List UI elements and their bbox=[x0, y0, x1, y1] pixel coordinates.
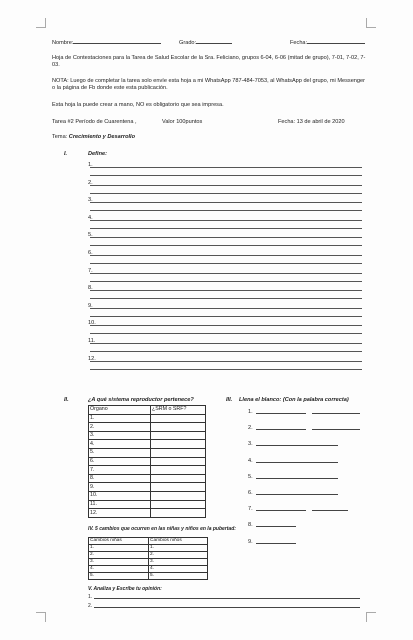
topic-value: Crecimiento y Desarrollo bbox=[68, 134, 136, 140]
fill-blank-number: 5. bbox=[248, 473, 253, 480]
definition-number: 4. bbox=[88, 214, 93, 221]
section4-title: 5 cambios que ocurren en las niñas y niños en la pubertad: bbox=[95, 526, 236, 532]
fill-blank-line[interactable] bbox=[256, 462, 338, 463]
boys-change-cell[interactable]: 2. bbox=[149, 552, 208, 559]
task-date: Fecha: 13 de abril de 2020 bbox=[278, 119, 345, 125]
crop-mark-bottom-left bbox=[36, 612, 46, 622]
organ-cell[interactable]: 4. bbox=[89, 440, 151, 449]
table-row bbox=[89, 423, 206, 432]
opinion-line[interactable] bbox=[94, 598, 360, 599]
section1-title: Define: bbox=[88, 151, 107, 157]
definition-line[interactable] bbox=[90, 193, 362, 194]
system-cell[interactable] bbox=[151, 474, 206, 483]
definition-line[interactable] bbox=[90, 273, 362, 274]
definition-line[interactable] bbox=[90, 308, 362, 309]
section1-numeral: I. bbox=[64, 151, 68, 157]
fill-blank-number: 9. bbox=[248, 538, 253, 545]
fill-blank-number: 1. bbox=[248, 409, 253, 415]
girls-change-cell[interactable]: 3. bbox=[89, 559, 149, 566]
section3-numeral: III. bbox=[226, 397, 233, 403]
system-cell[interactable] bbox=[151, 509, 206, 518]
organ-column-header: Organo bbox=[89, 406, 151, 415]
table-row bbox=[89, 552, 208, 559]
table-row bbox=[89, 491, 206, 500]
organ-cell[interactable]: 6. bbox=[89, 457, 151, 466]
table-row bbox=[89, 474, 206, 483]
boys-column-header: Cambios niños bbox=[149, 538, 208, 545]
table-row bbox=[89, 466, 206, 475]
handwrite-note: Esta hoja la puede crear a mano, NO es obligatorio que sea impresa. bbox=[52, 102, 224, 108]
system-column-header: ¿SRM o SRF? bbox=[151, 406, 206, 415]
organ-cell[interactable]: 1. bbox=[89, 414, 151, 423]
definition-number: 2. bbox=[88, 179, 93, 186]
table-row bbox=[89, 457, 206, 466]
system-cell[interactable] bbox=[151, 491, 206, 500]
definition-number: 6. bbox=[88, 250, 93, 256]
definition-line[interactable] bbox=[90, 245, 362, 246]
definition-line[interactable] bbox=[90, 210, 362, 211]
task-title: Tarea #2 Período de Cuarentena , bbox=[52, 119, 137, 125]
definition-line[interactable] bbox=[90, 167, 362, 168]
system-cell[interactable] bbox=[151, 448, 206, 457]
date-label: Fecha: bbox=[290, 40, 308, 46]
system-cell[interactable] bbox=[151, 414, 206, 423]
girls-change-cell[interactable]: 5. bbox=[89, 573, 149, 580]
fill-blank-line[interactable] bbox=[312, 413, 360, 414]
definition-line[interactable] bbox=[90, 185, 362, 186]
system-cell[interactable] bbox=[151, 483, 206, 492]
fill-blank-number: 4. bbox=[248, 457, 253, 464]
girls-column-header: Cambios niñas bbox=[89, 538, 149, 545]
puberty-changes-table bbox=[88, 537, 208, 580]
definition-line[interactable] bbox=[90, 361, 362, 362]
definition-line[interactable] bbox=[90, 202, 362, 203]
section3-title: Llena el blanco: (Con la palabra correcta) bbox=[239, 397, 349, 403]
fill-blank-line[interactable] bbox=[256, 429, 306, 430]
organ-cell[interactable]: 11. bbox=[89, 500, 151, 509]
definition-number: 8. bbox=[88, 285, 93, 292]
definition-line[interactable] bbox=[90, 237, 362, 238]
topic bbox=[52, 134, 135, 141]
organ-cell[interactable]: 8. bbox=[89, 474, 151, 483]
definition-line[interactable] bbox=[90, 220, 362, 221]
table-row bbox=[89, 440, 206, 449]
definition-number: 10. bbox=[88, 320, 96, 327]
table-row bbox=[89, 559, 208, 566]
table-header-row bbox=[89, 538, 208, 545]
table-row bbox=[89, 431, 206, 440]
fill-blank-number: 7. bbox=[248, 506, 253, 513]
fill-blank-number: 2. bbox=[248, 425, 253, 432]
definition-line[interactable] bbox=[90, 316, 362, 317]
crop-mark-top-left bbox=[36, 18, 46, 28]
table-row bbox=[89, 545, 208, 552]
fill-blank-line[interactable] bbox=[256, 543, 296, 544]
definition-line[interactable] bbox=[90, 263, 362, 264]
boys-change-cell[interactable]: 3. bbox=[149, 559, 208, 566]
system-cell[interactable] bbox=[151, 500, 206, 509]
reproductive-system-table bbox=[88, 405, 206, 518]
organ-cell[interactable]: 3. bbox=[89, 431, 151, 440]
system-cell[interactable] bbox=[151, 466, 206, 475]
organ-cell[interactable]: 12. bbox=[89, 509, 151, 518]
definition-number: 3. bbox=[88, 197, 93, 204]
definition-number: 7. bbox=[88, 267, 93, 274]
system-cell[interactable] bbox=[151, 431, 206, 440]
table-row bbox=[89, 573, 208, 580]
fill-blank-line[interactable] bbox=[256, 494, 338, 495]
definition-number: 11. bbox=[88, 338, 96, 344]
section5-numeral: V. bbox=[88, 586, 93, 592]
definition-number: 1. bbox=[88, 162, 93, 168]
date-field bbox=[290, 39, 365, 47]
definition-number: 9. bbox=[88, 302, 93, 309]
definition-number: 12. bbox=[88, 355, 96, 362]
boys-change-cell[interactable]: 5. bbox=[149, 573, 208, 580]
organ-cell[interactable]: 7. bbox=[89, 466, 151, 475]
name-blank[interactable] bbox=[73, 39, 161, 44]
topic-label: Tema: bbox=[52, 134, 68, 140]
table-row bbox=[89, 448, 206, 457]
definition-number: 5. bbox=[88, 232, 93, 239]
grade-label: Grado: bbox=[179, 40, 197, 46]
task-value: Valor 100puntos bbox=[162, 119, 203, 125]
note-text: NOTA: Luego de completar la tarea solo envíe esta hoja a mi WhatsApp 787-484-7053, al WhatsApp del grupo, mi Messenger o la página de Fb donde este esta publicación. bbox=[52, 78, 366, 91]
girls-change-cell[interactable]: 2. bbox=[89, 552, 149, 559]
definition-line[interactable] bbox=[90, 325, 362, 326]
organ-cell[interactable]: 10. bbox=[89, 491, 151, 500]
name-label: Nombre: bbox=[52, 40, 74, 46]
system-cell[interactable] bbox=[151, 423, 206, 432]
definition-line[interactable] bbox=[90, 333, 362, 334]
crop-mark-top-right bbox=[366, 18, 376, 28]
grade-field bbox=[179, 39, 232, 47]
definition-line[interactable] bbox=[90, 175, 362, 176]
definition-line[interactable] bbox=[90, 290, 362, 291]
definition-line[interactable] bbox=[90, 369, 362, 370]
definition-line[interactable] bbox=[90, 255, 362, 256]
fill-blank-line[interactable] bbox=[256, 413, 306, 414]
section4-heading bbox=[88, 526, 236, 532]
section5-heading bbox=[88, 586, 162, 592]
fill-blank-line[interactable] bbox=[256, 526, 296, 527]
table-row bbox=[89, 509, 206, 518]
section4-numeral: IV. bbox=[88, 526, 94, 532]
organ-cell[interactable]: 9. bbox=[89, 483, 151, 492]
girls-change-cell[interactable]: 1. bbox=[89, 545, 149, 552]
opinion-number: 1. bbox=[88, 594, 93, 600]
definition-line[interactable] bbox=[90, 343, 362, 344]
girls-change-cell[interactable]: 4. bbox=[89, 566, 149, 573]
intro-text: Hoja de Contestaciones para la Tarea de Salud Escolar de la Sra. Feliciano, grupos 6-04, 6-06 (mitad de grupo), 7-01, 7-02, 7-03. bbox=[52, 55, 366, 68]
definition-line[interactable] bbox=[90, 281, 362, 282]
section5-title: Analiza y Escribe tu opinión: bbox=[93, 586, 162, 592]
date-blank[interactable] bbox=[307, 39, 365, 44]
boys-change-cell[interactable]: 4. bbox=[149, 566, 208, 573]
section2-title: ¿A qué sistema reproductor pertenece? bbox=[88, 397, 194, 403]
table-header-row bbox=[89, 406, 206, 415]
table-row bbox=[89, 414, 206, 423]
crop-mark-bottom-right bbox=[366, 612, 376, 622]
fill-blank-number: 3. bbox=[248, 441, 253, 448]
section2-numeral: II. bbox=[64, 397, 69, 403]
opinion-number: 2. bbox=[88, 603, 93, 609]
table-row bbox=[89, 483, 206, 492]
organ-cell[interactable]: 2. bbox=[89, 423, 151, 432]
table-row bbox=[89, 500, 206, 509]
name-field bbox=[52, 39, 161, 47]
system-cell[interactable] bbox=[151, 440, 206, 449]
definition-line[interactable] bbox=[90, 228, 362, 229]
grade-blank[interactable] bbox=[196, 39, 232, 44]
fill-blank-line[interactable] bbox=[256, 445, 338, 446]
fill-blank-number: 8. bbox=[248, 522, 253, 529]
fill-blank-number: 6. bbox=[248, 490, 253, 496]
definition-line[interactable] bbox=[90, 351, 362, 352]
fill-blank-line[interactable] bbox=[256, 478, 338, 479]
fill-blank-line[interactable] bbox=[312, 510, 348, 511]
organ-cell[interactable]: 5. bbox=[89, 448, 151, 457]
system-cell[interactable] bbox=[151, 457, 206, 466]
definition-line[interactable] bbox=[90, 298, 362, 299]
opinion-line[interactable] bbox=[94, 607, 360, 608]
boys-change-cell[interactable]: 1. bbox=[149, 545, 208, 552]
fill-blank-line[interactable] bbox=[256, 510, 306, 511]
fill-blank-line[interactable] bbox=[312, 429, 360, 430]
table-row bbox=[89, 566, 208, 573]
